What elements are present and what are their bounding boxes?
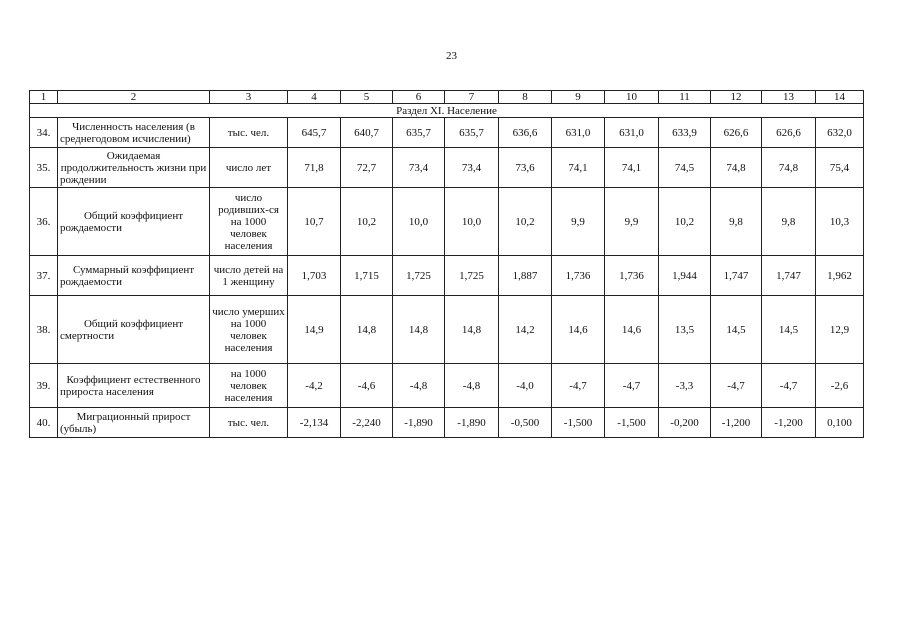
unit-cell: тыс. чел. — [210, 118, 288, 148]
row-number: 35. — [30, 148, 58, 188]
page-number: 23 — [446, 50, 457, 62]
table-row — [30, 408, 864, 438]
value-cell: 13,5 — [659, 296, 711, 364]
table-row — [30, 188, 864, 256]
value-cell: -4,7 — [552, 364, 605, 408]
indicator-name: Общий коэффициент рождаемости — [58, 188, 210, 256]
value-cell: 14,6 — [552, 296, 605, 364]
value-cell: 73,4 — [445, 148, 499, 188]
row-number: 39. — [30, 364, 58, 408]
value-cell: 1,747 — [762, 256, 816, 296]
value-cell: -1,200 — [711, 408, 762, 438]
value-cell: 626,6 — [711, 118, 762, 148]
value-cell: 1,703 — [288, 256, 341, 296]
value-cell: 633,9 — [659, 118, 711, 148]
value-cell: 1,962 — [816, 256, 864, 296]
column-number: 10 — [605, 91, 659, 104]
value-cell: 9,9 — [605, 188, 659, 256]
value-cell: 14,8 — [393, 296, 445, 364]
column-number: 13 — [762, 91, 816, 104]
value-cell: 75,4 — [816, 148, 864, 188]
value-cell: -4,8 — [393, 364, 445, 408]
value-cell: -1,890 — [445, 408, 499, 438]
section-row — [30, 104, 864, 118]
value-cell: 14,6 — [605, 296, 659, 364]
population-table — [29, 90, 864, 438]
value-cell: -4,7 — [762, 364, 816, 408]
unit-cell: число детей на 1 женщину — [210, 256, 288, 296]
value-cell: 626,6 — [762, 118, 816, 148]
value-cell: -4,8 — [445, 364, 499, 408]
table-row — [30, 256, 864, 296]
value-cell: -0,500 — [499, 408, 552, 438]
value-cell: -4,2 — [288, 364, 341, 408]
column-number: 11 — [659, 91, 711, 104]
value-cell: 631,0 — [605, 118, 659, 148]
value-cell: -4,6 — [341, 364, 393, 408]
table-row — [30, 296, 864, 364]
column-number: 8 — [499, 91, 552, 104]
column-number: 12 — [711, 91, 762, 104]
value-cell: 74,1 — [552, 148, 605, 188]
column-number: 1 — [30, 91, 58, 104]
column-number: 6 — [393, 91, 445, 104]
section-title: Раздел XI. Население — [30, 104, 864, 118]
row-number: 37. — [30, 256, 58, 296]
row-number: 38. — [30, 296, 58, 364]
value-cell: 74,1 — [605, 148, 659, 188]
value-cell: -4,7 — [605, 364, 659, 408]
value-cell: 635,7 — [445, 118, 499, 148]
value-cell: 1,944 — [659, 256, 711, 296]
row-number: 36. — [30, 188, 58, 256]
value-cell: 9,8 — [711, 188, 762, 256]
value-cell: 645,7 — [288, 118, 341, 148]
value-cell: 10,0 — [393, 188, 445, 256]
value-cell: 1,736 — [552, 256, 605, 296]
value-cell: 74,8 — [711, 148, 762, 188]
indicator-name: Суммарный коэффициент рождаемости — [58, 256, 210, 296]
value-cell: -1,500 — [605, 408, 659, 438]
value-cell: 14,5 — [711, 296, 762, 364]
value-cell: 632,0 — [816, 118, 864, 148]
value-cell: 640,7 — [341, 118, 393, 148]
value-cell: -2,240 — [341, 408, 393, 438]
value-cell: 74,5 — [659, 148, 711, 188]
column-number: 5 — [341, 91, 393, 104]
indicator-name: Ожидаемая продолжительность жизни при рождении — [58, 148, 210, 188]
value-cell: 10,0 — [445, 188, 499, 256]
value-cell: -1,890 — [393, 408, 445, 438]
row-number: 40. — [30, 408, 58, 438]
value-cell: 1,887 — [499, 256, 552, 296]
value-cell: 1,725 — [445, 256, 499, 296]
value-cell: 71,8 — [288, 148, 341, 188]
column-number-row — [30, 91, 864, 104]
value-cell: 0,100 — [816, 408, 864, 438]
value-cell: 10,2 — [499, 188, 552, 256]
value-cell: 14,8 — [445, 296, 499, 364]
value-cell: 10,2 — [659, 188, 711, 256]
column-number: 7 — [445, 91, 499, 104]
column-number: 3 — [210, 91, 288, 104]
unit-cell: число умерших на 1000 человек населения — [210, 296, 288, 364]
value-cell: 631,0 — [552, 118, 605, 148]
unit-cell: на 1000 человек населения — [210, 364, 288, 408]
unit-cell: число родивших-ся на 1000 человек населения — [210, 188, 288, 256]
indicator-name: Общий коэффициент смертности — [58, 296, 210, 364]
value-cell: 1,747 — [711, 256, 762, 296]
indicator-name: Численность населения (в среднегодовом исчислении) — [58, 118, 210, 148]
value-cell: 12,9 — [816, 296, 864, 364]
value-cell: -3,3 — [659, 364, 711, 408]
value-cell: 14,2 — [499, 296, 552, 364]
unit-cell: тыс. чел. — [210, 408, 288, 438]
value-cell: 10,7 — [288, 188, 341, 256]
row-number: 34. — [30, 118, 58, 148]
value-cell: 72,7 — [341, 148, 393, 188]
value-cell: -1,500 — [552, 408, 605, 438]
column-number: 2 — [58, 91, 210, 104]
value-cell: 14,8 — [341, 296, 393, 364]
indicator-name: Коэффициент естественного прироста населения — [58, 364, 210, 408]
value-cell: -1,200 — [762, 408, 816, 438]
value-cell: 14,5 — [762, 296, 816, 364]
indicator-name: Миграционный прирост (убыль) — [58, 408, 210, 438]
column-number: 4 — [288, 91, 341, 104]
table-row — [30, 364, 864, 408]
column-number: 9 — [552, 91, 605, 104]
value-cell: 10,3 — [816, 188, 864, 256]
value-cell: 14,9 — [288, 296, 341, 364]
value-cell: -4,7 — [711, 364, 762, 408]
value-cell: 74,8 — [762, 148, 816, 188]
value-cell: 635,7 — [393, 118, 445, 148]
value-cell: -2,6 — [816, 364, 864, 408]
column-number: 14 — [816, 91, 864, 104]
table-row — [30, 118, 864, 148]
value-cell: 73,4 — [393, 148, 445, 188]
value-cell: 1,736 — [605, 256, 659, 296]
unit-cell: число лет — [210, 148, 288, 188]
value-cell: -4,0 — [499, 364, 552, 408]
value-cell: 1,715 — [341, 256, 393, 296]
value-cell: 10,2 — [341, 188, 393, 256]
value-cell: -0,200 — [659, 408, 711, 438]
value-cell: 9,8 — [762, 188, 816, 256]
value-cell: 9,9 — [552, 188, 605, 256]
value-cell: -2,134 — [288, 408, 341, 438]
value-cell: 1,725 — [393, 256, 445, 296]
value-cell: 73,6 — [499, 148, 552, 188]
table-row — [30, 148, 864, 188]
value-cell: 636,6 — [499, 118, 552, 148]
